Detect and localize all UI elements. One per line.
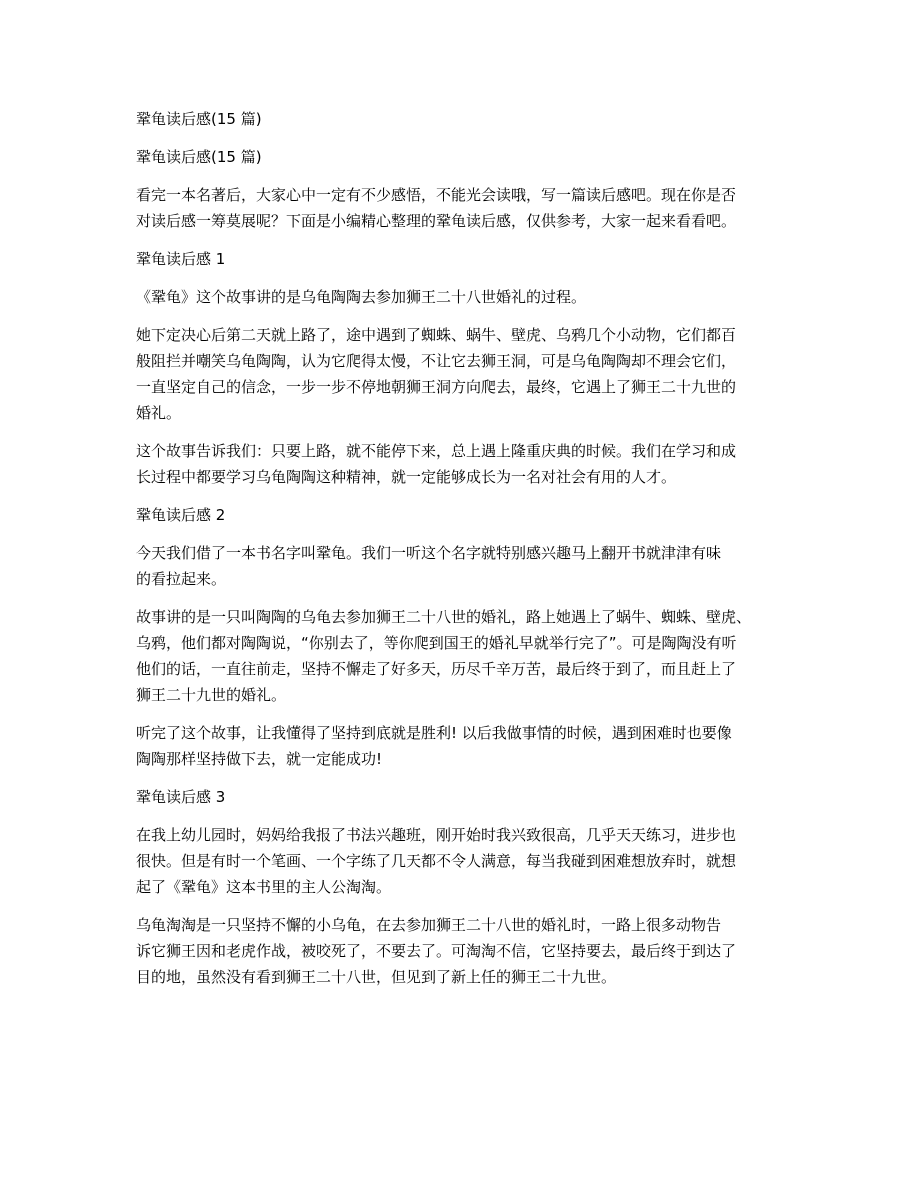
section-2-paragraph-2	[136, 604, 786, 708]
paragraph-line: 很快。但是有时一个笔画、一个字练了几天都不令人满意，每当我碰到困难想放弃时，就想	[136, 852, 737, 870]
paragraph-line: 起了《鞏龟》这本书里的主人公淘淘。	[136, 878, 392, 896]
section-1-paragraph-3	[136, 438, 786, 490]
document-title: 鞏龟读后感(15 篇)	[136, 110, 262, 128]
section-heading-1: 鞏龟读后感 1	[136, 250, 226, 268]
paragraph-line: 他们的话，一直往前走，坚持不懈走了好多天，历尽千辛万苦，最后终于到了，而且赶上了	[136, 660, 737, 678]
paragraph-line: 在我上幼儿园时，妈妈给我报了书法兴趣班，刚开始时我兴致很高，几乎天天练习，进步也	[136, 826, 737, 844]
paragraph-line: 乌龟淘淘是一只坚持不懈的小乌龟，在去参加狮王二十八世的婚礼时，一路上很多动物告	[136, 916, 722, 934]
section-heading-2: 鞏龟读后感 2	[136, 506, 226, 524]
section-3-paragraph-1	[136, 822, 786, 900]
section-heading-3: 鞏龟读后感 3	[136, 788, 226, 806]
paragraph-line: 般阻拦并嘲笑乌龟陶陶，认为它爬得太慢，不让它去狮王洞，可是乌龟陶陶却不理会它们，	[136, 352, 737, 370]
paragraph-line: 狮王二十九世的婚礼。	[136, 686, 287, 704]
paragraph-line: 婚礼。	[136, 404, 182, 422]
paragraph-line: 的看拉起来。	[136, 570, 227, 588]
document-body	[136, 106, 786, 1002]
paragraph-line: 对读后感一筹莫展呢？下面是小编精心整理的鞏龟读后感，仅供参考，大家一起来看看吧。	[136, 212, 737, 230]
section-1-paragraph-2	[136, 322, 786, 426]
paragraph-line: 故事讲的是一只叫陶陶的乌龟去参加狮王二十八世的婚礼，路上她遇上了蜗牛、蜘蛛、壁虎、	[136, 608, 752, 626]
paragraph-line: 她下定决心后第二天就上路了，途中遇到了蜘蛛、蜗牛、壁虎、乌鸦几个小动物，它们都百	[136, 326, 737, 344]
paragraph-line: 一直坚定自己的信念，一步一步不停地朝狮王洞方向爬去，最终，它遇上了狮王二十九世的	[136, 378, 737, 396]
section-3-paragraph-2	[136, 912, 786, 990]
section-2-paragraph-1	[136, 540, 786, 592]
paragraph-line: 今天我们借了一本书名字叫鞏龟。我们一听这个名字就特别感兴趣马上翻开书就津津有味	[136, 544, 722, 562]
section-2-paragraph-3	[136, 720, 786, 772]
paragraph-line: 乌鸦，他们都对陶陶说，“你别去了，等你爬到国王的婚礼早就举行完了”。可是陶陶没有听	[136, 634, 737, 652]
paragraph-line: 陶陶那样坚持做下去，就一定能成功!	[136, 750, 383, 768]
paragraph-line: 长过程中都要学习乌龟陶陶这种精神，就一定能够成长为一名对社会有用的人才。	[136, 468, 677, 486]
intro-paragraph	[136, 182, 786, 234]
paragraph-line: 这个故事告诉我们：只要上路，就不能停下来，总上遇上隆重庆典的时候。我们在学习和成	[136, 442, 737, 460]
paragraph-line: 《鞏龟》这个故事讲的是乌龟陶陶去参加狮王二十八世婚礼的过程。	[136, 288, 587, 306]
paragraph-line: 看完一本名著后，大家心中一定有不少感悟，不能光会读哦，写一篇读后感吧。现在你是否	[136, 186, 737, 204]
paragraph-line: 听完了这个故事，让我懂得了坚持到底就是胜利! 以后我做事情的时候，遇到困难时也要像	[136, 724, 732, 742]
document-subtitle: 鞏龟读后感(15 篇)	[136, 148, 262, 166]
section-1-paragraph-1	[136, 284, 786, 310]
paragraph-line: 诉它狮王因和老虎作战，被咬死了，不要去了。可淘淘不信，它坚持要去，最后终于到达了	[136, 942, 737, 960]
paragraph-line: 目的地，虽然没有看到狮王二十八世，但见到了新上任的狮王二十九世。	[136, 968, 617, 986]
